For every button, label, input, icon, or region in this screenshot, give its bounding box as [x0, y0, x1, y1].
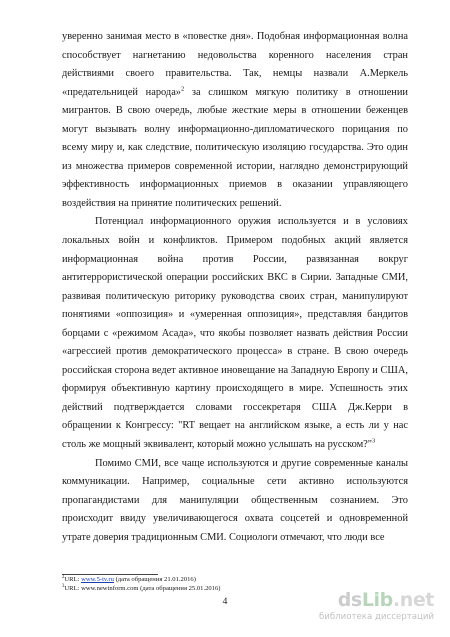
- footnote-reference[interactable]: 2: [181, 85, 185, 93]
- footnote-reference[interactable]: 3: [372, 437, 376, 445]
- footnote-number: 3: [62, 583, 65, 589]
- footnote-prefix: URL:: [64, 584, 82, 592]
- logo-part-lib: Lib: [361, 589, 393, 611]
- dslib-watermark[interactable]: [286, 589, 434, 629]
- paragraph-text: уверенно занимая место в «повестке дня». Подобная информационная волна способствует нагнетанию недовольства коренного населения стран действиями своего правительства. Так, немцы назвали А.Меркель «предательницей народа»: [62, 31, 408, 98]
- paragraph-text: за слишком мягкую политику в отношении мигрантов. В свою очередь, любые жесткие меры в отношении беженцев могут вызывать волну информационно-дипломатического порицания по всему миру и, как следствие, политическую изоляцию государства. Это один из множества примеров современной истории, наглядно демонстрирующий эффективность информационных приемов в оказании управляющего воздействия на принятие политических решений.: [62, 86, 408, 209]
- footnote: [62, 576, 408, 585]
- footnote-link[interactable]: www.5-tv.ru: [81, 576, 114, 583]
- footnote-number: 2: [62, 574, 65, 580]
- footnote-prefix: URL:: [64, 576, 82, 583]
- footnote-separator: [62, 574, 158, 575]
- paragraph-text: Потенциал информационного оружия используется и в условиях локальных войн и конфликтов. Примером подобных акций является информационная война против России, развязанная вокруг антитеррористической операции российских ВКС в Сирии. Западные СМИ, развивая политическую риторику руководства своих стран, манипулируют понятиями «оппозиция» и «умеренная оппозиция», представляя бандитов борцами с «режимом Асада», что якобы позволяет назвать действия России «агрессией против демократического процесса» в стране. В свою очередь российская сторона ведет активное иновещание на Западную Европу и США, формируя объективную картину происходящего в мире. Успешность этих действий подтверждается словами госсекретаря США Дж.Керри в обращении к Конгрессу: "RT вещает на английском языке, а есть ли у нас столь же мощный эквивалент, который можно услышать на русском?": [62, 216, 408, 451]
- logo-part-ds: ds: [337, 589, 362, 611]
- paragraph-text: Помимо СМИ, все чаще используются и другие современные каналы коммуникации. Например, социальные сети активно используются пропагандистами для манипуляции общественным сознанием. Это происходит ввиду увеличивающегося охвата соцсетей и одновременной утрате доверия традиционным СМИ. Социологи отмечают, что люди все: [62, 457, 408, 543]
- paragraph: [62, 28, 408, 213]
- watermark-subtitle: библиотека диссертаций: [318, 612, 434, 622]
- footnote-text: www.newinform.com (дата обращения 25.01.2016): [81, 584, 221, 592]
- body-text: [62, 28, 408, 547]
- paragraph: [62, 213, 408, 454]
- paragraph: [62, 455, 408, 548]
- dslib-logo[interactable]: [338, 589, 434, 611]
- logo-part-net: .net: [392, 589, 434, 611]
- page-number: 4: [222, 597, 228, 607]
- footnote-text: (дата обращения 21.01.2016): [113, 576, 196, 583]
